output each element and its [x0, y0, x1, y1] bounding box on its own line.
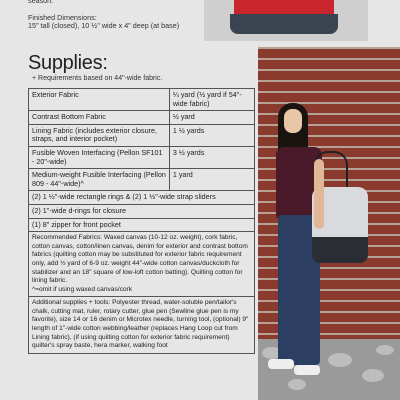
supply-full-row: (2) 1"-wide d-rings for closure: [29, 204, 255, 218]
supply-item: Fusible Woven Interfacing (Pellon SF101 - 20"-wide): [29, 146, 170, 168]
bag-photo: [204, 0, 368, 41]
season-fragment: season.: [28, 0, 54, 5]
additional-supplies: Additional supplies + tools: Polyester thread, water-soluble pen/tailor's chalk, cutting mat, ruler, rotary cutter, glue pen (Sewline glue pen is my favorite), size 14 or 16 denim or Microtex needle, turning tool, (optional) 9" length of 1"-wide cotton webbing/leather (replaces Hang Loop cut from Lining fabric), (if using quilting cotton for exterior fabric requirement) quilter's spray baste, hera marker, walking foot: [29, 297, 255, 354]
finished-dimensions-value: 15" tall (closed), 10 ½" wide x 4" deep (at base): [28, 21, 180, 30]
stone: [376, 345, 394, 355]
woman-arm: [314, 159, 324, 229]
supply-qty: 3 ½ yards: [169, 146, 254, 168]
table-row: [29, 89, 255, 111]
finished-dimensions-heading: Finished Dimensions:: [28, 13, 97, 22]
brick-mortar-line: [258, 80, 400, 82]
woman-shoe: [268, 359, 294, 369]
supply-item: Exterior Fabric: [29, 89, 170, 111]
woman-shoe: [294, 365, 320, 375]
table-row: [29, 146, 255, 168]
brick-mortar-line: [258, 47, 400, 49]
supply-item: Lining Fabric (includes exterior closure, straps, and interior pocket): [29, 124, 170, 146]
backpack-base: [312, 237, 368, 263]
model-photo: [258, 47, 400, 400]
bag-base-panel: [230, 14, 338, 34]
supply-item: Medium-weight Fusible Interfacing (Pellon 809 - 44"-wide)^: [29, 169, 170, 191]
table-row: [29, 218, 255, 232]
supply-qty: ¼ yard (½ yard if 54"-wide fabric): [169, 89, 254, 111]
table-row: [29, 204, 255, 218]
supply-qty: ½ yard: [169, 111, 254, 125]
brick-mortar-line: [258, 69, 400, 71]
supplies-title: Supplies:: [28, 52, 108, 74]
stone: [362, 369, 384, 382]
woman-face: [284, 109, 302, 133]
recommended-fabrics: Recommended Fabrics: Waxed canvas (10-12 oz. weight), cork fabric, cotton canvas, cotton/linen canvas, denim for exterior and contrast bottom fabrics (quilting cotton may be substituted for exterior fabric requirement only, add ½ yard of 6-9 oz. weight 44"-wide cotton canvas/duckcloth for stabilizer and an 18" square of low-loft cotton batting). Quilting cotton for lining fabric. ^=omit if using waxed canvas/cork: [29, 232, 255, 297]
stone: [328, 353, 352, 367]
supplies-subtitle: + Requirements based on 44"-wide fabric.: [32, 75, 163, 82]
table-row: [29, 169, 255, 191]
table-row: [29, 124, 255, 146]
table-row: [29, 232, 255, 297]
supply-item: Contrast Bottom Fabric: [29, 111, 170, 125]
supply-full-row: (2) 1 ½"-wide rectangle rings & (2) 1 ½"-wide strap sliders: [29, 191, 255, 205]
stone: [288, 379, 306, 390]
table-row: [29, 111, 255, 125]
table-row: [29, 191, 255, 205]
brick-mortar-line: [258, 102, 400, 104]
supply-qty: 1 yard: [169, 169, 254, 191]
supplies-table: [28, 88, 255, 354]
brick-mortar-line: [258, 58, 400, 60]
table-row: [29, 297, 255, 354]
supply-qty: 1 ½ yards: [169, 124, 254, 146]
brick-mortar-line: [258, 91, 400, 93]
supply-full-row: (1) 8" zipper for front pocket: [29, 218, 255, 232]
